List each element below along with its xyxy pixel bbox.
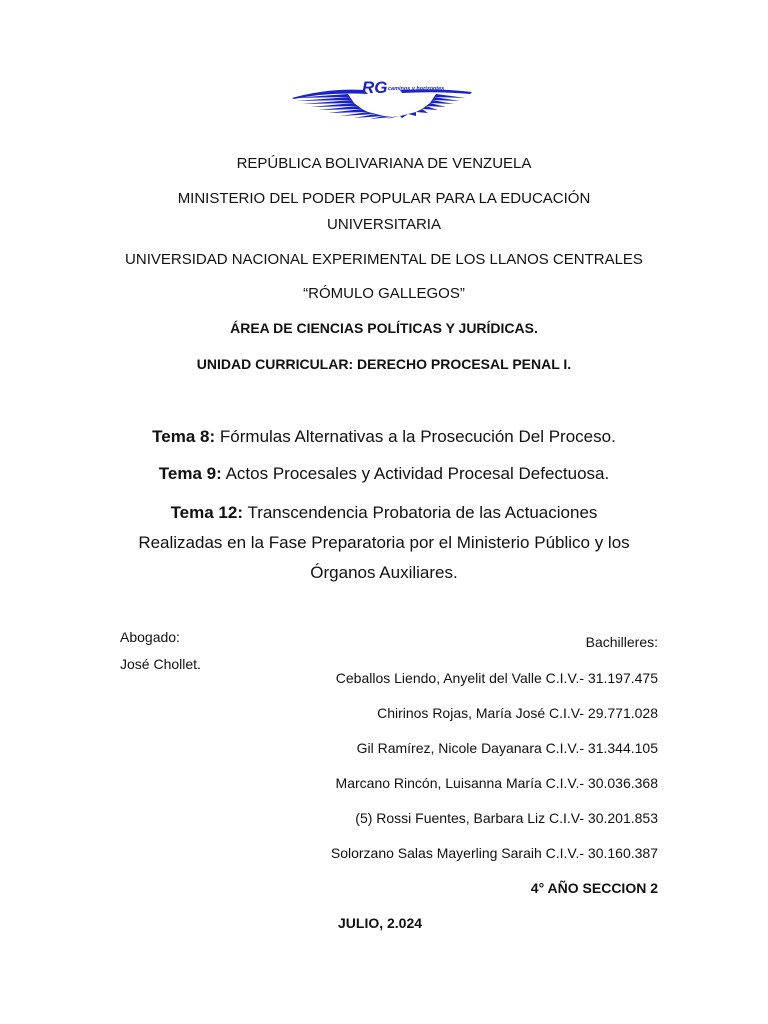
tema-12-line3: Órganos Auxiliares. xyxy=(310,563,458,582)
tema-12 xyxy=(0,498,768,528)
header-area: ÁREA DE CIENCIAS POLÍTICAS Y JURÍDICAS. xyxy=(230,320,538,336)
tema-9-text: Actos Procesales y Actividad Procesal Defectuosa. xyxy=(225,464,610,483)
header-ministry: MINISTERIO DEL PODER POPULAR PARA LA EDUCACIÓN xyxy=(177,190,591,207)
tema-8-label: Tema 8: xyxy=(152,427,216,446)
abogado-label: Abogado: xyxy=(120,629,180,645)
header-university-name: “RÓMULO GALLEGOS” xyxy=(303,285,465,302)
logo-text: RG xyxy=(362,78,388,97)
tema-12-label: Tema 12: xyxy=(170,503,244,522)
tema-12-line2: Realizadas en la Fase Preparatoria por el Ministerio Público y los xyxy=(138,533,630,552)
tema-9-label: Tema 9: xyxy=(158,464,222,483)
header-unidad: UNIDAD CURRICULAR: DERECHO PROCESAL PENAL I. xyxy=(196,356,572,372)
header-university: UNIVERSIDAD NACIONAL EXPERIMENTAL DE LOS LLANOS CENTRALES xyxy=(125,251,643,268)
university-logo xyxy=(288,76,478,120)
bachiller-item: Solorzano Salas Mayerling Saraih C.I.V.- 30.160.387 xyxy=(330,845,658,861)
header-republic: REPÚBLICA BOLIVARIANA DE VENZUELA xyxy=(236,155,532,172)
fecha: JULIO, 2.024 xyxy=(338,915,423,931)
tema-8-text: Fórmulas Alternativas a la Prosecución Del Proceso. xyxy=(219,427,616,446)
bachiller-item: Gil Ramírez, Nicole Dayanara C.I.V.- 31.344.105 xyxy=(356,740,658,756)
bachiller-item: Marcano Rincón, Luisanna María C.I.V.- 30.036.368 xyxy=(335,775,658,791)
tema-9 xyxy=(0,459,768,489)
tema-8 xyxy=(0,422,768,452)
header-ministry-cont: UNIVERSITARIA xyxy=(327,216,441,233)
bachiller-item: (5) Rossi Fuentes, Barbara Liz C.I.V- 30.201.853 xyxy=(355,810,658,826)
seccion: 4° AÑO SECCION 2 xyxy=(530,880,658,896)
bachilleres-label: Bachilleres: xyxy=(585,634,658,650)
abogado-name: José Chollet. xyxy=(120,656,201,672)
bachiller-item: Chirinos Rojas, María José C.I.V- 29.771.028 xyxy=(377,705,658,721)
logo-tagline: caminos y horizontes xyxy=(388,86,445,92)
bachiller-item: Ceballos Liendo, Anyelit del Valle C.I.V.- 31.197.475 xyxy=(335,670,658,686)
tema-12-text: Transcendencia Probatoria de las Actuaciones xyxy=(247,503,598,522)
